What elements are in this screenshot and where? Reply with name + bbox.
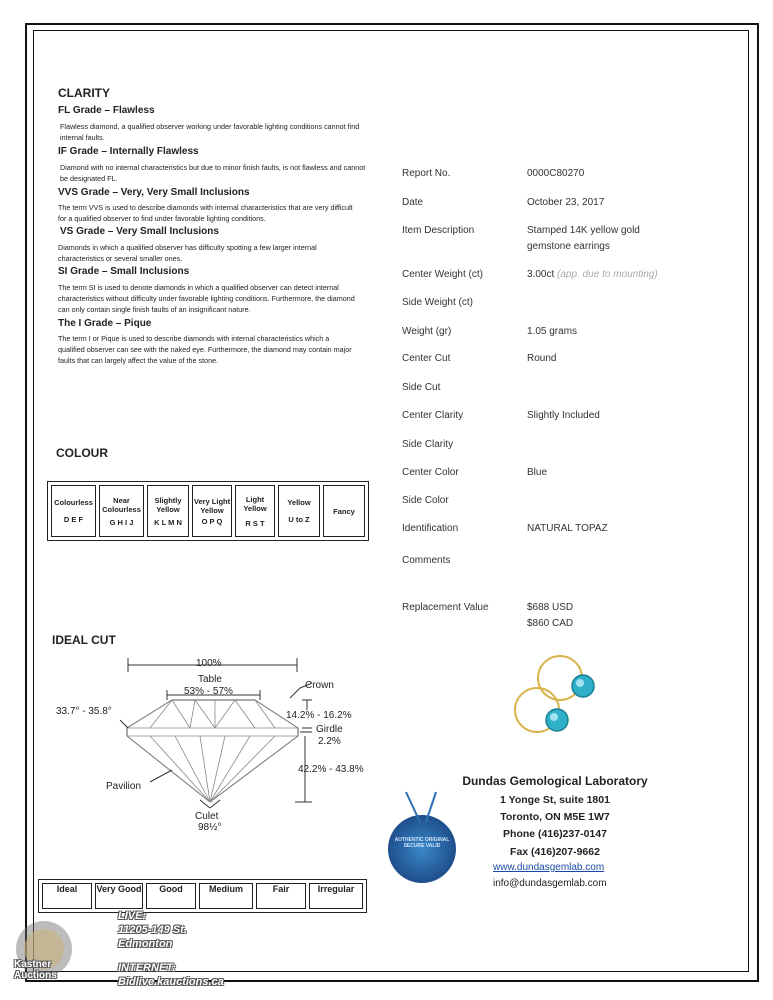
- lab-phone: Phone (416)237-0147: [503, 828, 607, 840]
- lab-email: info@dundasgemlab.com: [493, 878, 607, 889]
- watermark-live-label: LIVE:: [118, 910, 147, 922]
- cut-culet-pct: 98½°: [198, 822, 222, 833]
- colour-grades: O P Q: [201, 516, 223, 526]
- lab-website-link[interactable]: www.dundasgemlab.com: [493, 862, 605, 873]
- ideal-cut-heading: IDEAL CUT: [52, 633, 116, 647]
- grade-si-text: The term SI is used to denote diamonds in which a qualified observer can detect internal characteristics without difficulty under favorable lighting conditions. Furthermore, the diamond can only contain single finish faults of an insignificant nature.: [58, 283, 355, 314]
- watermark-internet-site: Bidlive.kauctions.ca: [118, 976, 224, 988]
- report-label-weight-gr: Weight (gr): [402, 326, 452, 337]
- grade-fl-text: Flawless diamond, a qualified observer working under favorable lighting conditions cannot find internal faults.: [60, 122, 360, 142]
- center-weight-note: (app. due to mounting): [557, 269, 658, 280]
- report-value-item-description: Stamped 14K yellow gold: [527, 225, 640, 236]
- grade-i-text: The term I or Pique is used to describe diamonds with internal characteristics which a qualified observer can see with the naked eye. Furthermore, the diamond may contain major faults that can largely affect the value of the stone.: [58, 334, 352, 365]
- cut-pavilion-pct: 42.2% - 43.8%: [298, 764, 364, 775]
- seal-ribbon-icon: [398, 790, 448, 830]
- grade-if-title: IF Grade – Internally Flawless: [58, 146, 199, 157]
- cut-culet-label: Culet: [195, 811, 219, 822]
- kastner-logo-icon: [6, 915, 88, 985]
- cut-grade-ideal: Ideal: [42, 883, 92, 909]
- kastner-logo-text: Kastner Auctions: [14, 959, 57, 981]
- report-label-side-weight: Side Weight (ct): [402, 297, 473, 308]
- colour-heading: COLOUR: [56, 446, 108, 460]
- report-value-identification: NATURAL TOPAZ: [527, 523, 608, 534]
- cut-girdle-label: Girdle: [316, 724, 343, 735]
- cut-grade-good: Good: [146, 883, 196, 909]
- cut-pavilion-label: Pavilion: [106, 781, 142, 792]
- cut-grade-table: [38, 879, 367, 913]
- lab-name: Dundas Gemological Laboratory: [462, 774, 648, 788]
- cut-grade-very-good: Very Good: [95, 883, 143, 909]
- lab-address-1: 1 Yonge St, suite 1801: [500, 794, 610, 806]
- cut-table-label: Table: [198, 674, 222, 685]
- cut-crown-label: Crown: [305, 680, 334, 691]
- colour-name: Slightly Yellow: [154, 495, 182, 514]
- report-label-date: Date: [402, 197, 424, 208]
- grade-if-text: Diamond with no internal characteristics but due to minor finish faults, is not flawless and cannot be designated FL.: [60, 163, 366, 183]
- lab-fax: Fax (416)207-9662: [510, 846, 600, 858]
- report-label-center-clarity: Center Clarity: [402, 410, 464, 421]
- report-label-side-cut: Side Cut: [402, 382, 441, 393]
- colour-name: Very Light Yellow: [193, 496, 231, 515]
- report-value-replacement-cad: $860 CAD: [527, 618, 574, 629]
- grade-vvs-text: The term VVS is used to describe diamonds with internal characteristics that are very difficult for a qualified observer to find under favorable lighting conditions.: [58, 203, 353, 223]
- report-value-center-clarity: Slightly Included: [527, 410, 600, 421]
- colour-name: Fancy: [333, 506, 355, 516]
- colour-cell-slightly-yellow: [147, 485, 189, 537]
- colour-cell-colourless: [51, 485, 96, 537]
- grade-fl-title: FL Grade – Flawless: [58, 105, 155, 116]
- grade-vvs-title: VVS Grade – Very, Very Small Inclusions: [58, 187, 250, 198]
- report-label-center-color: Center Color: [402, 467, 459, 478]
- colour-grades: D E F: [63, 515, 84, 524]
- colour-name: Colourless: [54, 498, 93, 507]
- watermark-internet-label: INTERNET:: [118, 962, 176, 974]
- colour-name: Light Yellow: [243, 494, 267, 513]
- report-label-center-weight: Center Weight (ct): [402, 269, 483, 280]
- cut-girdle-pct: 2.2%: [318, 736, 341, 747]
- clarity-heading: CLARITY: [58, 86, 110, 100]
- watermark-live-city: Edmonton: [118, 938, 173, 950]
- report-value-center-color: Blue: [527, 467, 548, 478]
- seal-text: AUTHENTIC ORIGINAL SECURE VALID: [394, 837, 450, 849]
- colour-grades: K L M N: [154, 517, 182, 527]
- colour-name: Yellow: [287, 498, 311, 507]
- colour-scale-table: [47, 481, 369, 541]
- cut-crown-angle: 33.7° - 35.8°: [56, 706, 112, 717]
- report-label-item-description: Item Description: [402, 225, 475, 236]
- cut-crown-pct: 14.2% - 16.2%: [286, 710, 352, 721]
- report-label-center-cut: Center Cut: [402, 353, 451, 364]
- cut-grade-fair: Fair: [256, 883, 306, 909]
- report-value-weight-gr: 1.05 grams: [527, 326, 578, 337]
- report-value-item-description-2: gemstone earrings: [527, 241, 610, 252]
- colour-cell-yellow: [278, 485, 320, 537]
- grade-vs-title: VS Grade – Very Small Inclusions: [60, 226, 219, 237]
- colour-grades: U to Z: [288, 515, 310, 524]
- cut-grade-irregular: Irregular: [309, 883, 363, 909]
- colour-cell-very-light-yellow: [192, 485, 232, 537]
- report-value-center-cut: Round: [527, 353, 557, 364]
- colour-grades: G H I J: [109, 517, 134, 527]
- report-value-date: October 23, 2017: [527, 197, 605, 208]
- report-label-identification: Identification: [402, 523, 459, 534]
- grade-vs-text: Diamonds in which a qualified observer has difficulty spotting a few larger internal characteristics or several smaller ones.: [58, 243, 317, 263]
- lab-address-2: Toronto, ON M5E 1W7: [500, 811, 610, 823]
- colour-cell-light-yellow: [235, 485, 275, 537]
- colour-cell-fancy: [323, 485, 365, 537]
- report-value-center-weight: [527, 269, 658, 280]
- cut-grade-medium: Medium: [199, 883, 253, 909]
- report-label-comments: Comments: [402, 555, 451, 566]
- colour-grades: R S T: [245, 518, 265, 528]
- cut-table-range: 53% - 57%: [184, 686, 233, 697]
- report-label-report-no: Report No.: [402, 168, 451, 179]
- report-label-side-clarity: Side Clarity: [402, 439, 454, 450]
- colour-cell-near-colourless: [99, 485, 144, 537]
- grade-si-title: SI Grade – Small Inclusions: [58, 266, 190, 277]
- report-label-side-color: Side Color: [402, 495, 449, 506]
- report-value-replacement-usd: $688 USD: [527, 602, 574, 613]
- earrings-photo: [505, 650, 625, 770]
- grade-i-title: The I Grade – Pique: [58, 318, 152, 329]
- report-value-report-no: 0000C80270: [527, 168, 585, 179]
- center-weight-value: 3.00ct: [527, 269, 555, 280]
- report-label-replacement-value: Replacement Value: [402, 602, 489, 613]
- watermark-live-address: 11205-149 St.: [118, 924, 187, 936]
- cut-width-label: 100%: [196, 658, 222, 669]
- colour-name: Near Colourless: [102, 495, 141, 514]
